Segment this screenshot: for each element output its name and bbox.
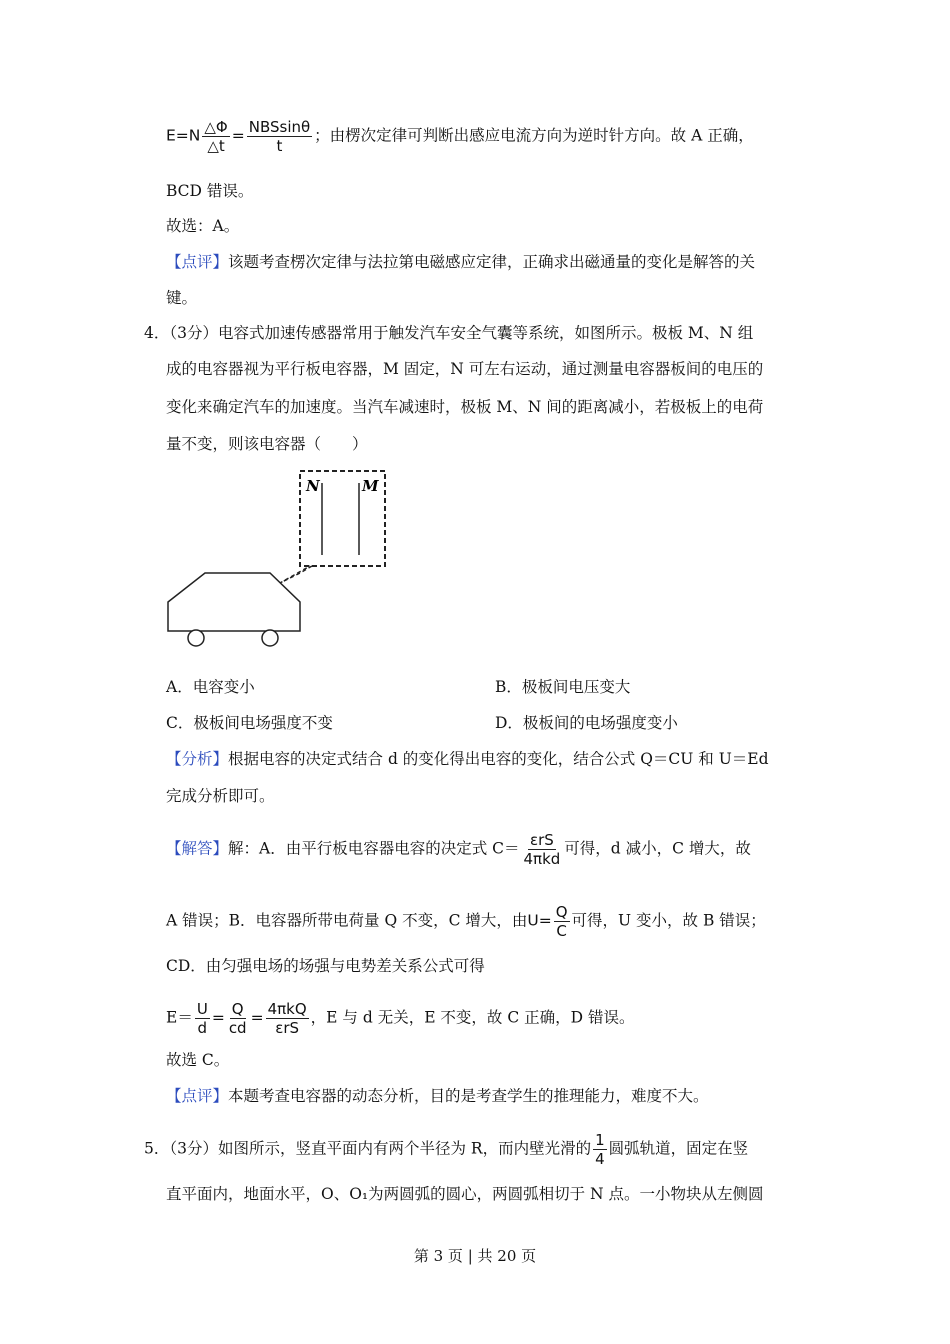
fraction-field: $\frac{\text{4πkQ}}{\text{εrS}}$: [267, 1000, 307, 1037]
q4-comment: [166, 1086, 709, 1106]
callout-pointer: [280, 566, 312, 583]
option-b: B．极板间电压变大: [495, 678, 631, 696]
question-number: 5．: [144, 1139, 170, 1158]
question-number: 4．: [144, 324, 170, 342]
comment-text: 本题考查电容器的动态分析，目的是考查学生的推理能力，难度不大。: [228, 1087, 709, 1105]
fraction-capacitance: $\frac{\text{εrS}}{\text{4πkd}}$: [523, 831, 561, 868]
option-d: D．极板间的电场强度变小: [495, 714, 678, 732]
plate-m-label: M: [362, 477, 379, 495]
q3-line2: BCD 错误。: [166, 182, 254, 200]
solution-tag: 【解答】: [166, 839, 229, 858]
u-equals: U=: [527, 911, 552, 930]
e-equals: E＝: [166, 1008, 193, 1027]
q4-stem-2: 成的电容器视为平行板电容器，M 固定，N 可左右运动，通过测量电容器板间的电压的: [166, 360, 764, 378]
fraction-u-over-d: $\frac{U}{d}$: [196, 1000, 208, 1037]
plate-n-label: N: [306, 477, 320, 495]
fraction-quarter: $\frac{1}{4}$: [595, 1131, 605, 1168]
car-capacitor-figure: [160, 465, 400, 650]
q4-analysis-cont: 完成分析即可。: [166, 787, 275, 805]
option-c: C．极板间电场强度不变: [166, 714, 333, 732]
comment-tag: 【点评】: [166, 253, 229, 271]
fraction-q-over-c: $\frac{Q}{C}$: [555, 903, 568, 940]
q4-solution-4: E＝ $\frac{U}{d}$ = $\frac{Q}{cd}$ = $\frac{\text{4πkQ}}{\text{εrS}}$ ，E 与 d 无关，E 不变，故 C 正确，D 错误。: [166, 1000, 635, 1037]
fraction-q-over-cd: $\frac{Q}{cd}$: [228, 1000, 247, 1037]
fraction-nbs: $\frac{\text{NBSsinθ}}{t}$: [248, 118, 311, 155]
q4-stem-1: [144, 323, 753, 343]
q5-stem-1: [144, 1131, 748, 1168]
solution-text: A 错误；B．电容器所带电荷量 Q 不变，C 增大，由: [166, 911, 528, 930]
comment-tag: 【点评】: [166, 1087, 229, 1105]
option-a: A．电容变小: [166, 678, 255, 696]
q5-stem-2: 直平面内，地面水平，O、O₁为两圆弧的圆心，两圆弧相切于 N 点。一小物块从左侧圆: [166, 1185, 764, 1203]
analysis-text: 根据电容的决定式结合 d 的变化得出电容的变化，结合公式 Q＝CU 和 U＝Ed: [228, 750, 769, 768]
q4-stem-4: 量不变，则该电容器（ ）: [166, 435, 368, 453]
stem-text: （3分）如图所示，竖直平面内有两个半径为 R，而内壁光滑的: [169, 1139, 592, 1158]
q4-solution-1: [166, 831, 751, 868]
page-footer: 第 3 页 | 共 20 页: [413, 1247, 537, 1265]
analysis-tag: 【分析】: [166, 750, 229, 768]
q3-choice: 故选：A。: [166, 217, 240, 235]
q4-stem-3: 变化来确定汽车的加速度。当汽车减速时，极板 M、N 间的距离减小，若极板上的电荷: [166, 398, 764, 416]
stem-text-cont: 圆弧轨道，固定在竖: [608, 1139, 749, 1158]
solution-text-cont: ，E 与 d 无关，E 不变，故 C 正确，D 错误。: [310, 1008, 635, 1027]
formula-lhs: E=N: [166, 126, 201, 145]
car-body: [168, 573, 300, 631]
q4-analysis: [166, 749, 769, 769]
equals-sign: =: [231, 126, 245, 145]
q4-choice: 故选 C。: [166, 1051, 230, 1069]
comment-text: 该题考查楞次定律与法拉第电磁感应定律，正确求出磁通量的变化是解答的关: [228, 253, 756, 271]
fraction-delta-phi: $\frac{\triangle\Phi}{\triangle t}$: [204, 118, 228, 155]
q3-line1-text: ；由楞次定律可判断出感应电流方向为逆时针方向。故 A 正确，: [314, 126, 754, 145]
stem-text: （3分）电容式加速传感器常用于触发汽车安全气囊等系统，如图所示。极板 M、N 组: [169, 324, 754, 342]
q4-solution-2: [166, 903, 766, 940]
q4-solution-3: CD．由匀强电场的场强与电势差关系公式可得: [166, 957, 485, 975]
front-wheel: [188, 630, 204, 646]
solution-text-cont: 可得，d 减小，C 增大，故: [564, 839, 751, 858]
solution-text-cont: 可得，U 变小，故 B 错误；: [571, 911, 766, 930]
solution-text: 解：A．由平行板电容器电容的决定式 C＝: [228, 839, 520, 858]
q3-comment: [166, 252, 755, 272]
rear-wheel: [262, 630, 278, 646]
q3-comment-cont: 键。: [166, 289, 198, 307]
q3-formula-line: [166, 118, 754, 155]
